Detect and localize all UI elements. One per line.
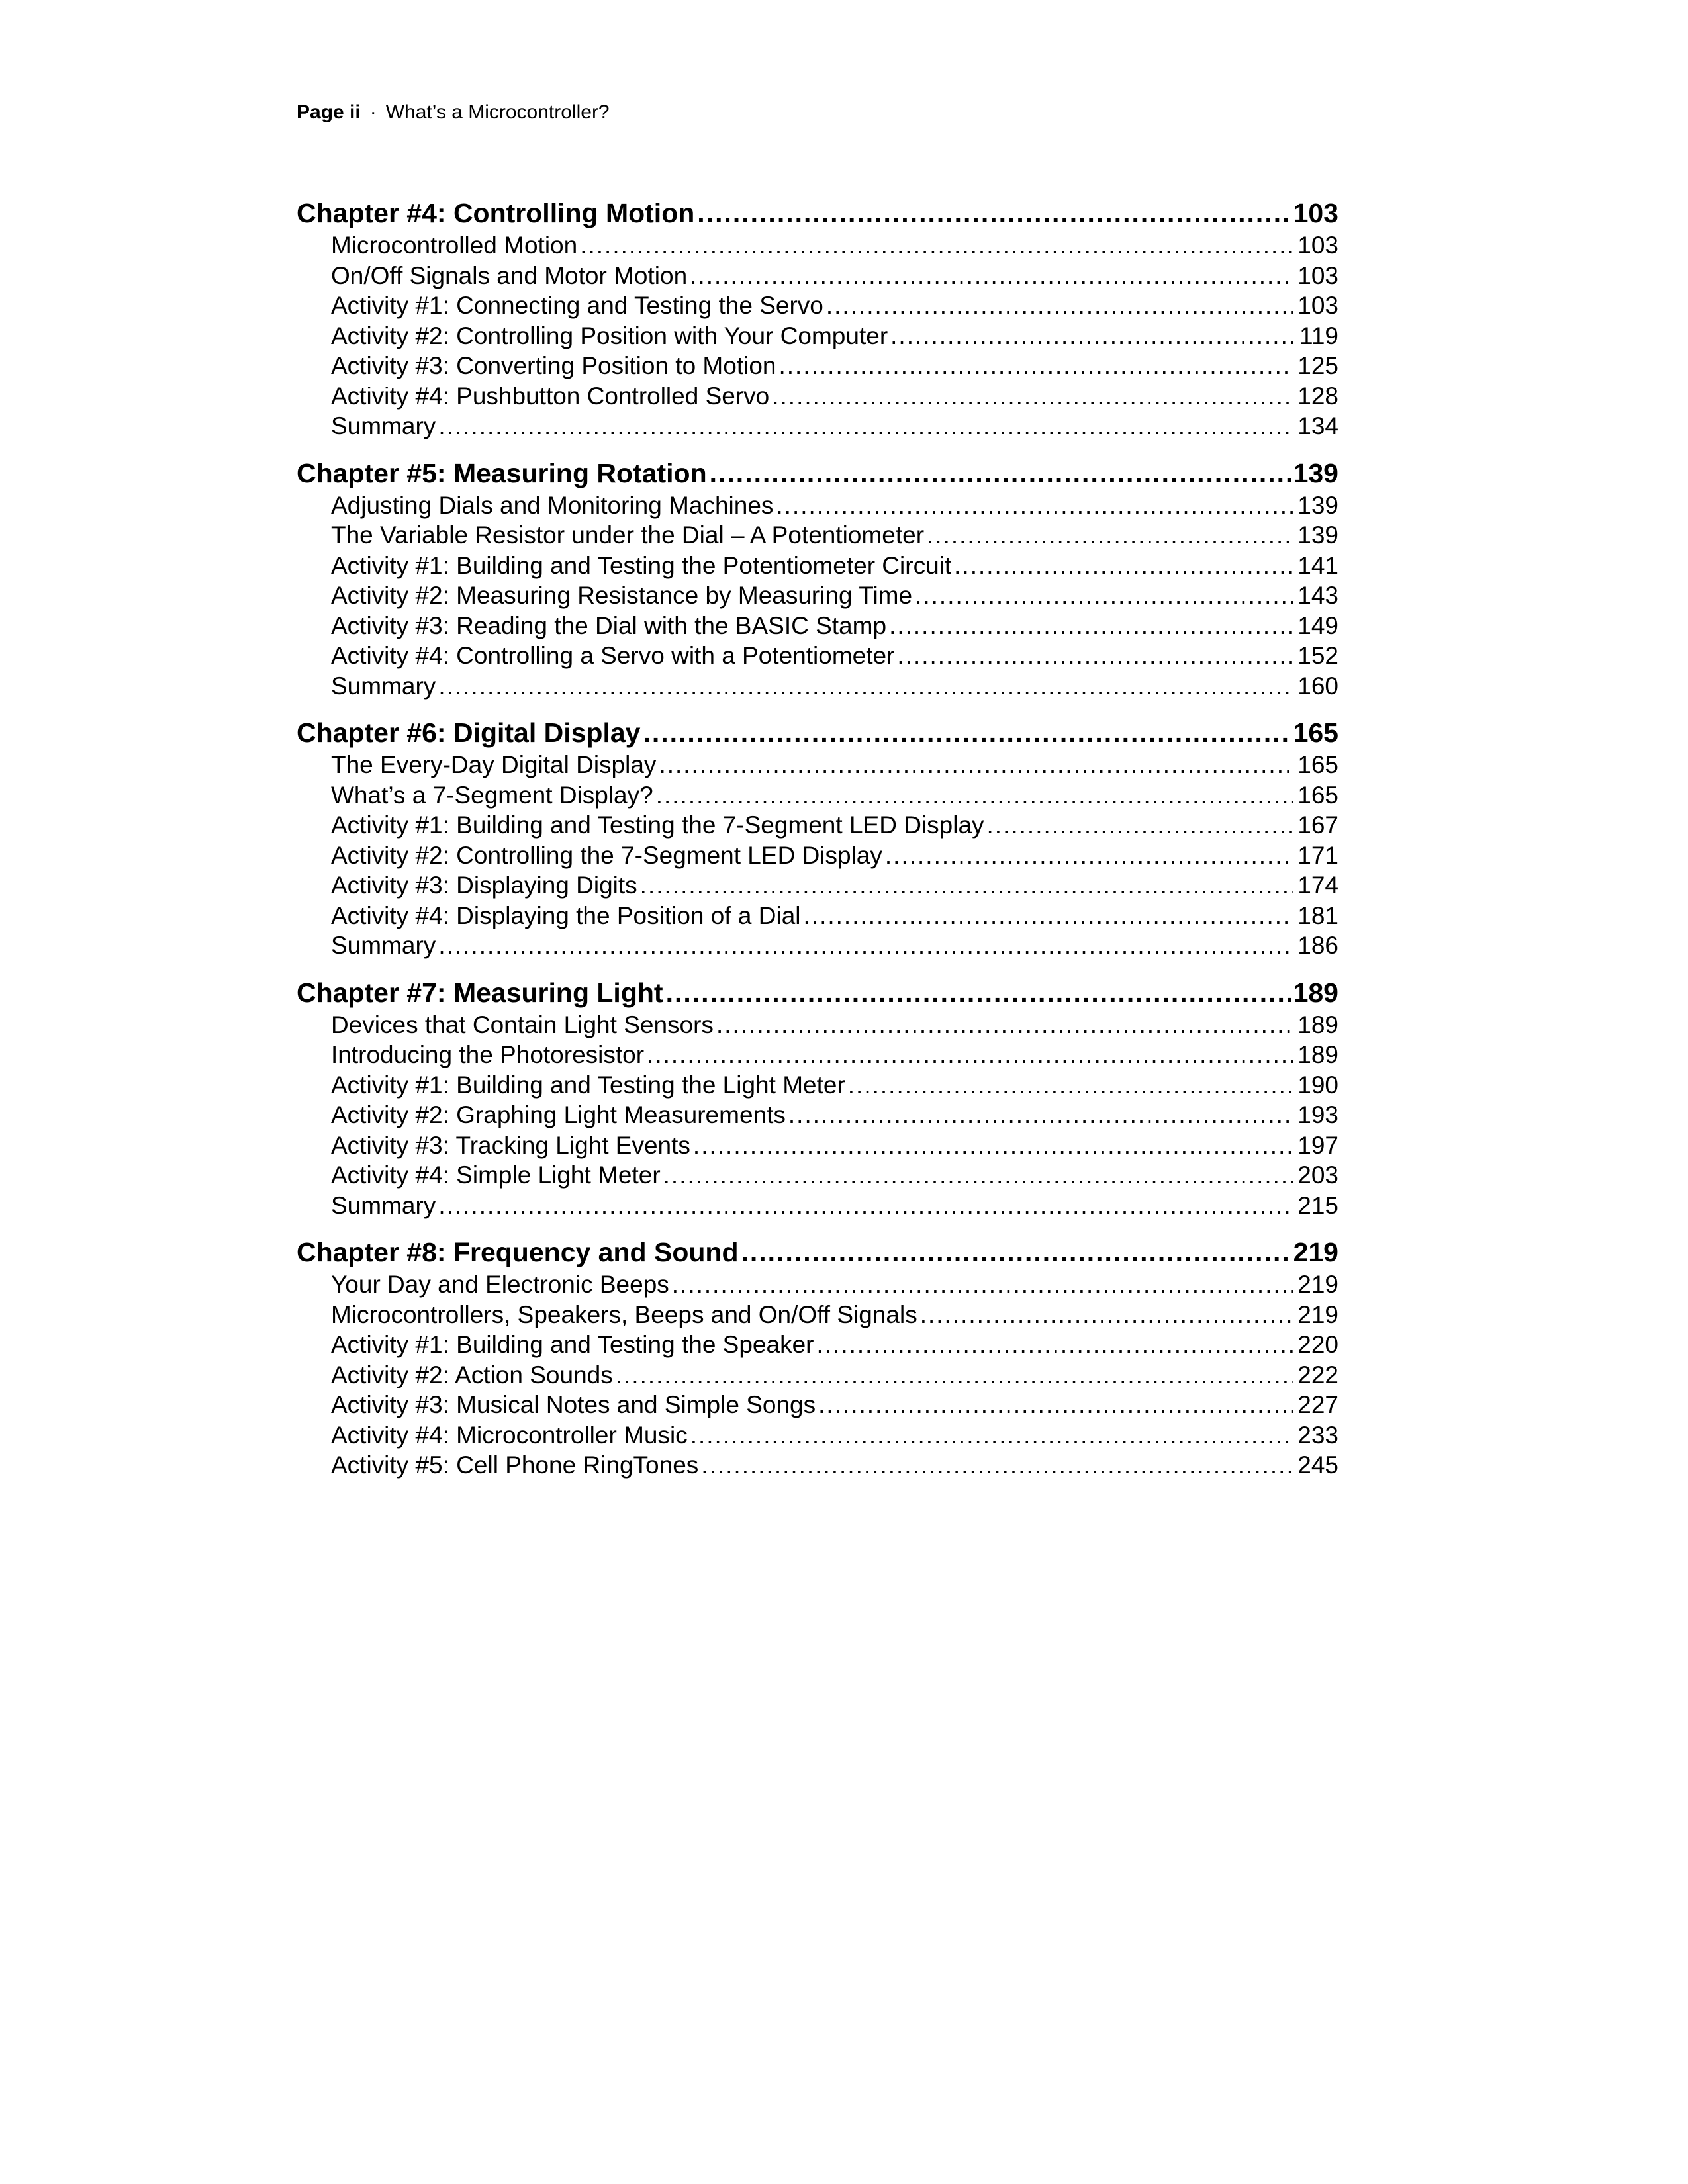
toc-entry-row (297, 641, 1338, 671)
chapter-title: Chapter #7: Measuring Light (297, 977, 663, 1008)
toc-entry-row (297, 1010, 1338, 1040)
toc-entry-row (297, 841, 1338, 871)
toc-chapter (297, 976, 1338, 1221)
dot-leader (741, 1235, 1291, 1269)
dot-leader (889, 611, 1293, 641)
entry-title: Activity #1: Building and Testing the Speaker (331, 1331, 814, 1358)
dot-leader (656, 780, 1293, 811)
entry-page-number: 139 (1297, 491, 1338, 519)
entry-page-number: 220 (1297, 1331, 1338, 1358)
entry-title: Activity #2: Action Sounds (331, 1361, 613, 1388)
toc-entry-row (297, 671, 1338, 702)
toc-entry-row (297, 1040, 1338, 1070)
entry-page-number: 134 (1297, 412, 1338, 439)
chapter-page-number: 165 (1293, 717, 1338, 748)
dot-leader (640, 870, 1293, 901)
toc-chapter (297, 715, 1338, 961)
chapter-heading-row (297, 456, 1338, 490)
dot-leader (817, 1330, 1294, 1360)
entry-title: Summary (331, 672, 436, 700)
toc-entry-row (297, 750, 1338, 780)
entry-title: Activity #5: Cell Phone RingTones (331, 1451, 699, 1479)
entry-title: Activity #1: Connecting and Testing the Servo (331, 292, 823, 319)
toc-chapter (297, 196, 1338, 441)
entry-page-number: 197 (1297, 1131, 1338, 1159)
entry-title: Activity #2: Graphing Light Measurements (331, 1101, 786, 1128)
entry-page-number: 160 (1297, 672, 1338, 700)
entry-page-number: 181 (1297, 901, 1338, 929)
dot-leader (438, 931, 1293, 961)
entry-page-number: 227 (1297, 1391, 1338, 1418)
dot-leader (690, 1420, 1293, 1451)
toc-entry-row (297, 901, 1338, 931)
toc-entry-row (297, 321, 1338, 351)
entry-title: Activity #3: Displaying Digits (331, 872, 637, 899)
dot-leader (643, 715, 1291, 750)
entry-title: Activity #1: Building and Testing the Potentiometer Circuit (331, 551, 952, 579)
toc-entry-row (297, 1390, 1338, 1420)
entry-page-number: 125 (1297, 352, 1338, 379)
toc-entry-row (297, 1160, 1338, 1191)
toc-entry-row (297, 230, 1338, 261)
entry-page-number: 103 (1297, 232, 1338, 259)
entry-page-number: 203 (1297, 1161, 1338, 1189)
chapter-heading-row (297, 1235, 1338, 1269)
entry-page-number: 139 (1297, 522, 1338, 549)
dot-leader (663, 1160, 1293, 1191)
entry-page-number: 165 (1297, 751, 1338, 778)
chapter-title: Chapter #8: Frequency and Sound (297, 1237, 739, 1267)
entry-title: Summary (331, 1191, 436, 1219)
toc-entry-row (297, 261, 1338, 291)
toc-entry-row (297, 780, 1338, 811)
dot-leader (848, 1070, 1293, 1101)
entry-page-number: 190 (1297, 1071, 1338, 1099)
entry-page-number: 189 (1297, 1011, 1338, 1038)
entry-page-number: 128 (1297, 382, 1338, 410)
dot-leader (701, 1450, 1293, 1480)
toc-entry-row (297, 611, 1338, 641)
dot-leader (788, 1100, 1293, 1130)
entry-title: The Every-Day Digital Display (331, 751, 657, 778)
entry-title: Adjusting Dials and Monitoring Machines (331, 491, 774, 519)
entry-page-number: 119 (1299, 322, 1338, 349)
entry-page-number: 141 (1297, 551, 1338, 579)
dot-leader (659, 750, 1293, 780)
entry-title: Activity #2: Controlling Position with Your Computer (331, 322, 888, 349)
chapter-page-number: 139 (1293, 457, 1338, 488)
toc-entry-row (297, 1130, 1338, 1161)
dot-leader (885, 841, 1293, 871)
toc-chapter (297, 456, 1338, 702)
dot-leader (716, 1010, 1293, 1040)
toc-entry-row (297, 1450, 1338, 1480)
toc-entry-row (297, 1420, 1338, 1451)
toc-entry-row (297, 291, 1338, 321)
dot-leader (666, 976, 1291, 1010)
entry-title: Introducing the Photoresistor (331, 1041, 645, 1068)
toc-entry-row (297, 1100, 1338, 1130)
entry-title: Activity #4: Simple Light Meter (331, 1161, 661, 1189)
entry-page-number: 143 (1297, 582, 1338, 609)
toc-entry-row (297, 870, 1338, 901)
entry-page-number: 233 (1297, 1421, 1338, 1449)
entry-title: Activity #3: Musical Notes and Simple Songs (331, 1391, 816, 1418)
toc-entry-row (297, 490, 1338, 521)
toc-entry-row (297, 351, 1338, 381)
dot-leader (672, 1269, 1293, 1300)
entry-page-number: 167 (1297, 811, 1338, 839)
table-of-contents (297, 196, 1338, 1495)
dot-leader (438, 411, 1293, 441)
entry-page-number: 215 (1297, 1191, 1338, 1219)
dot-leader (647, 1040, 1293, 1070)
toc-entry-row (297, 1300, 1338, 1330)
entry-title: Summary (331, 932, 436, 959)
dot-leader (438, 671, 1293, 702)
dot-leader (915, 580, 1293, 611)
entry-title: Activity #4: Displaying the Position of a Dial (331, 901, 801, 929)
dot-leader (779, 351, 1294, 381)
toc-entry-row (297, 1191, 1338, 1221)
entry-title: Activity #3: Reading the Dial with the BASIC Stamp (331, 612, 887, 639)
dot-leader (697, 196, 1291, 230)
dot-leader (438, 1191, 1293, 1221)
chapter-page-number: 103 (1293, 198, 1338, 228)
dot-leader (693, 1130, 1293, 1161)
entry-page-number: 152 (1297, 642, 1338, 669)
chapter-title: Chapter #4: Controlling Motion (297, 198, 695, 228)
chapter-heading-row (297, 976, 1338, 1010)
dot-leader (580, 230, 1293, 261)
toc-entry-row (297, 931, 1338, 961)
entry-page-number: 189 (1297, 1041, 1338, 1068)
entry-page-number: 193 (1297, 1101, 1338, 1128)
entry-title: Devices that Contain Light Sensors (331, 1011, 714, 1038)
entry-title: Activity #4: Controlling a Servo with a Potentiometer (331, 642, 895, 669)
entry-title: Activity #3: Converting Position to Motion (331, 352, 776, 379)
dot-leader (772, 381, 1293, 412)
entry-page-number: 219 (1297, 1271, 1338, 1298)
dot-leader (890, 321, 1293, 351)
entry-page-number: 103 (1297, 261, 1338, 289)
entry-page-number: 174 (1297, 872, 1338, 899)
dot-leader (804, 901, 1293, 931)
toc-entry-row (297, 580, 1338, 611)
toc-entry-row (297, 1360, 1338, 1390)
dot-leader (826, 291, 1293, 321)
entry-page-number: 222 (1297, 1361, 1338, 1388)
entry-title: Activity #3: Tracking Light Events (331, 1131, 690, 1159)
entry-page-number: 219 (1297, 1300, 1338, 1328)
toc-entry-row (297, 520, 1338, 551)
dot-leader (616, 1360, 1293, 1390)
entry-page-number: 171 (1297, 841, 1338, 869)
toc-chapter (297, 1235, 1338, 1480)
running-header (297, 99, 610, 126)
dot-leader (927, 520, 1293, 551)
toc-entry-row (297, 1269, 1338, 1300)
toc-entry-row (297, 381, 1338, 412)
dot-leader (987, 810, 1293, 841)
toc-entry-row (297, 1070, 1338, 1101)
chapter-page-number: 219 (1293, 1237, 1338, 1267)
toc-entry-row (297, 1330, 1338, 1360)
header-separator: · (369, 101, 377, 123)
entry-title: Your Day and Electronic Beeps (331, 1271, 669, 1298)
entry-page-number: 165 (1297, 781, 1338, 809)
entry-title: Activity #2: Controlling the 7-Segment LED Display (331, 841, 882, 869)
entry-page-number: 149 (1297, 612, 1338, 639)
entry-title: Activity #1: Building and Testing the Light Meter (331, 1071, 845, 1099)
entry-title: On/Off Signals and Motor Motion (331, 261, 688, 289)
dot-leader (897, 641, 1293, 671)
entry-title: Microcontrolled Motion (331, 232, 578, 259)
entry-title: Activity #1: Building and Testing the 7-Segment LED Display (331, 811, 984, 839)
dot-leader (776, 490, 1293, 521)
entry-title: What’s a 7-Segment Display? (331, 781, 653, 809)
entry-title: Microcontrollers, Speakers, Beeps and On/Off Signals (331, 1300, 917, 1328)
dot-leader (690, 261, 1293, 291)
dot-leader (954, 551, 1293, 581)
dot-leader (710, 456, 1291, 490)
dot-leader (920, 1300, 1293, 1330)
page-number-label: Page ii (297, 101, 361, 123)
chapter-title: Chapter #6: Digital Display (297, 717, 641, 748)
chapter-heading-row (297, 196, 1338, 230)
entry-page-number: 186 (1297, 932, 1338, 959)
dot-leader (818, 1390, 1293, 1420)
entry-page-number: 245 (1297, 1451, 1338, 1479)
entry-page-number: 103 (1297, 292, 1338, 319)
toc-entry-row (297, 411, 1338, 441)
chapter-heading-row (297, 715, 1338, 750)
book-title: What’s a Microcontroller? (385, 101, 610, 123)
entry-title: Summary (331, 412, 436, 439)
chapter-page-number: 189 (1293, 977, 1338, 1008)
entry-title: Activity #2: Measuring Resistance by Measuring Time (331, 582, 913, 609)
chapter-title: Chapter #5: Measuring Rotation (297, 457, 707, 488)
toc-entry-row (297, 810, 1338, 841)
entry-title: The Variable Resistor under the Dial – A Potentiometer (331, 522, 925, 549)
toc-entry-row (297, 551, 1338, 581)
entry-title: Activity #4: Pushbutton Controlled Servo (331, 382, 770, 410)
entry-title: Activity #4: Microcontroller Music (331, 1421, 688, 1449)
